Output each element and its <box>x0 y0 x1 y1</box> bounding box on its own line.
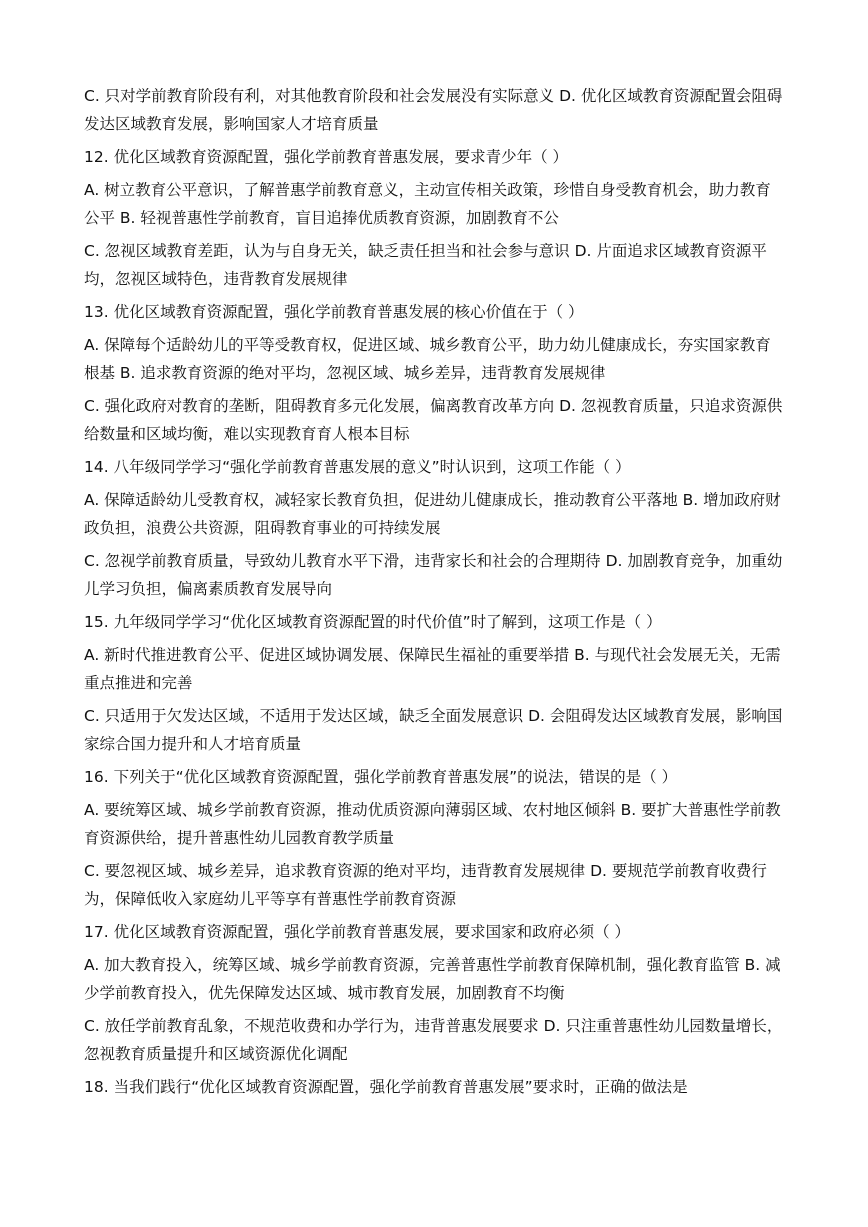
option-paragraph: C. 只对学前教育阶段有利，对其他教育阶段和社会发展没有实际意义 D. 优化区域教育资源配置会阻碍发达区域教育发展，影响国家人才培育质量 <box>84 87 783 133</box>
option-paragraph: C. 只适用于欠发达区域，不适用于发达区域，缺乏全面发展意识 D. 会阻碍发达区域教育发展，影响国家综合国力提升和人才培育质量 <box>84 707 783 753</box>
option-paragraph: C. 忽视学前教育质量，导致幼儿教育水平下滑，违背家长和社会的合理期待 D. 加剧教育竞争，加重幼儿学习负担，偏离素质教育发展导向 <box>84 552 783 598</box>
option-paragraph: C. 要忽视区域、城乡差异，追求教育资源的绝对平均，违背教育发展规律 D. 要规范学前教育收费行为，保障低收入家庭幼儿平等享有普惠性学前教育资源 <box>84 862 767 908</box>
option-paragraph: C. 忽视区域教育差距，认为与自身无关，缺乏责任担当和社会参与意识 D. 片面追求区域教育资源平均，忽视区域特色，违背教育发展规律 <box>84 242 767 288</box>
question-12: 12. 优化区域教育资源配置，强化学前教育普惠发展，要求青少年（ ） <box>84 148 569 166</box>
question-15: 15. 九年级同学学习“优化区域教育资源配置的时代价值”时了解到，这项工作是（ ） <box>84 613 662 631</box>
option-paragraph: A. 加大教育投入，统筹区域、城乡学前教育资源，完善普惠性学前教育保障机制，强化教育监管 B. 减少学前教育投入，优先保障发达区域、城市教育发展，加剧教育不均衡 <box>84 956 781 1002</box>
question-18: 18. 当我们践行“优化区域教育资源配置，强化学前教育普惠发展”要求时，正确的做法是 <box>84 1078 688 1096</box>
question-14: 14. 八年级同学学习“强化学前教育普惠发展的意义”时认识到，这项工作能（ ） <box>84 458 631 476</box>
option-paragraph: A. 树立教育公平意识，了解普惠学前教育意义，主动宣传相关政策，珍惜自身受教育机会，助力教育公平 B. 轻视普惠性学前教育，盲目追捧优质教育资源，加剧教育不公 <box>84 181 771 227</box>
option-paragraph: A. 保障适龄幼儿受教育权，减轻家长教育负担，促进幼儿健康成长，推动教育公平落地 B. 增加政府财政负担，浪费公共资源，阻碍教育事业的可持续发展 <box>84 491 781 537</box>
option-paragraph: C. 放任学前教育乱象，不规范收费和办学行为，违背普惠发展要求 D. 只注重普惠性幼儿园数量增长，忽视教育质量提升和区域资源优化调配 <box>84 1017 783 1063</box>
option-paragraph: A. 要统筹区域、城乡学前教育资源，推动优质资源向薄弱区域、农村地区倾斜 B. 要扩大普惠性学前教育资源供给，提升普惠性幼儿园教育教学质量 <box>84 801 781 847</box>
question-16: 16. 下列关于“优化区域教育资源配置，强化学前教育普惠发展”的说法，错误的是（ ） <box>84 768 678 786</box>
option-paragraph: A. 保障每个适龄幼儿的平等受教育权，促进区域、城乡教育公平，助力幼儿健康成长，夯实国家教育根基 B. 追求教育资源的绝对平均，忽视区域、城乡差异，违背教育发展规律 <box>84 336 771 382</box>
question-17: 17. 优化区域教育资源配置，强化学前教育普惠发展，要求国家和政府必须（ ） <box>84 923 631 941</box>
option-paragraph: A. 新时代推进教育公平、促进区域协调发展、保障民生福祉的重要举措 B. 与现代社会发展无关，无需重点推进和完善 <box>84 646 781 692</box>
question-13: 13. 优化区域教育资源配置，强化学前教育普惠发展的核心价值在于（ ） <box>84 303 584 321</box>
option-paragraph: C. 强化政府对教育的垄断，阻碍教育多元化发展，偏离教育改革方向 D. 忽视教育质量，只追求资源供给数量和区域均衡，难以实现教育育人根本目标 <box>84 397 783 443</box>
